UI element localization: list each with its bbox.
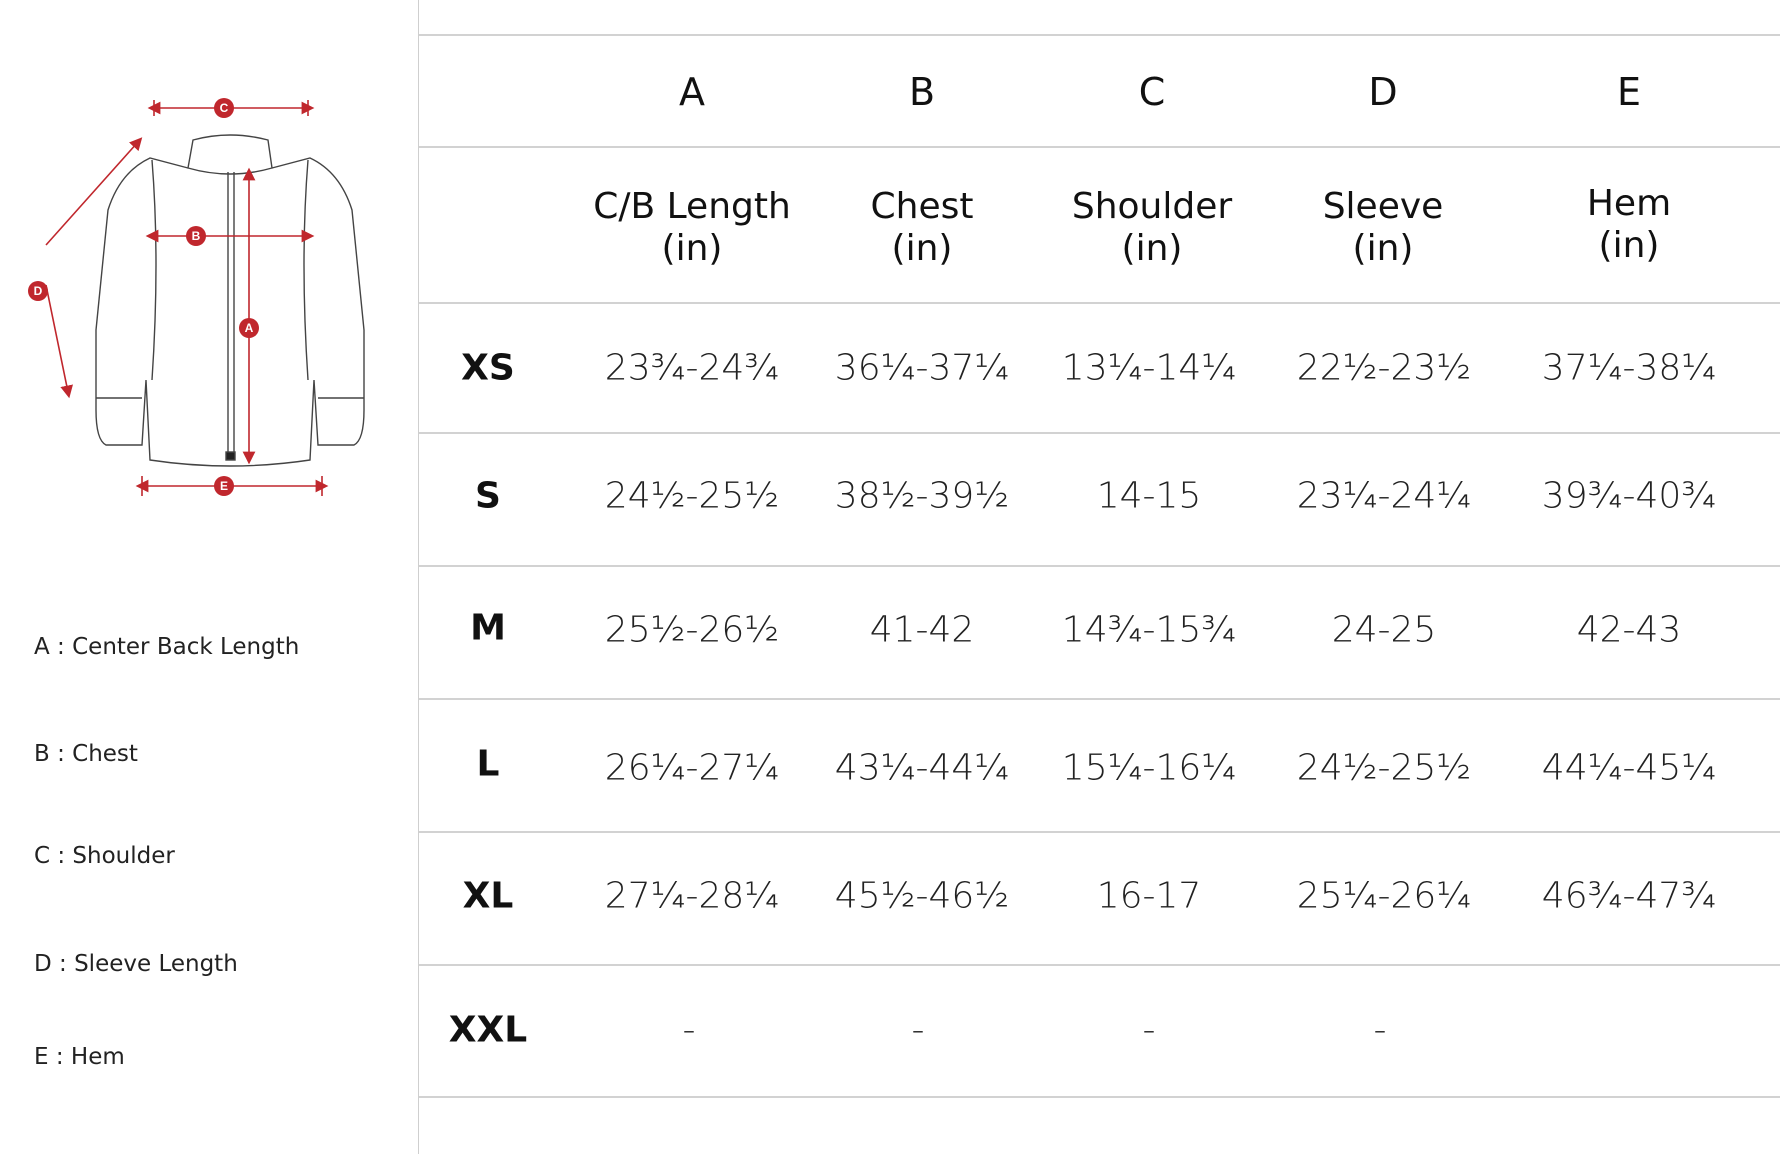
column-header-unit: (in): [1121, 228, 1183, 269]
size-chart-table: [419, 0, 1780, 1154]
size-label-m: M: [470, 607, 506, 649]
column-header-shoulder: [1072, 186, 1232, 270]
jacket-outline: [96, 135, 364, 466]
svg-text:D: D: [33, 284, 43, 298]
column-letter-a: A: [679, 70, 705, 114]
table-rule: [419, 34, 1780, 36]
table-cell: 43¼-44¼: [834, 747, 1010, 789]
table-cell: -: [1373, 1009, 1387, 1051]
column-header-sleeve: [1323, 186, 1444, 270]
table-cell: 27¼-28¼: [604, 875, 780, 917]
svg-text:A: A: [244, 321, 254, 335]
table-cell: 16-17: [1096, 875, 1202, 917]
column-header-name: Shoulder: [1071, 186, 1233, 227]
column-header-hem: [1587, 183, 1671, 267]
table-rule: [419, 831, 1780, 833]
table-cell: -: [1142, 1009, 1156, 1051]
table-cell: 41-42: [869, 609, 975, 651]
table-rule: [419, 432, 1780, 434]
table-cell: 22½-23½: [1296, 347, 1472, 389]
table-cell: 13¼-14¼: [1061, 347, 1237, 389]
table-cell: 36¼-37¼: [834, 347, 1010, 389]
marker-a: [239, 318, 259, 338]
table-cell: 38½-39½: [834, 475, 1010, 517]
marker-d: [28, 281, 48, 301]
legend-item-a: A : Center Back Length: [34, 634, 300, 660]
table-cell: 25½-26½: [604, 609, 780, 651]
size-label-xs: XS: [461, 347, 515, 389]
marker-c: [214, 98, 234, 118]
table-cell: 42-43: [1576, 609, 1682, 651]
table-cell: 44¼-45¼: [1541, 747, 1717, 789]
table-cell: 39¾-40¾: [1541, 475, 1717, 517]
size-label-xxl: XXL: [448, 1009, 528, 1051]
table-rule: [419, 302, 1780, 304]
column-header-name: C/B Length: [593, 186, 791, 227]
table-cell: 25¼-26¼: [1296, 875, 1472, 917]
table-cell: 45½-46½: [834, 875, 1010, 917]
marker-b: [186, 226, 206, 246]
marker-e: [214, 476, 234, 496]
table-cell: 46¾-47¾: [1541, 875, 1717, 917]
table-cell: 24½-25½: [604, 475, 780, 517]
legend-item-b: B : Chest: [34, 741, 138, 767]
column-header-name: Hem: [1586, 183, 1672, 224]
size-label-s: S: [475, 475, 501, 517]
table-cell: 24½-25½: [1296, 747, 1472, 789]
column-header-unit: (in): [891, 228, 953, 269]
table-cell: -: [682, 1009, 696, 1051]
table-cell: 24-25: [1331, 609, 1437, 651]
legend-item-c: C : Shoulder: [34, 843, 175, 869]
column-header-unit: (in): [1352, 228, 1414, 269]
table-cell: 26¼-27¼: [604, 747, 780, 789]
column-letter-b: B: [908, 70, 936, 114]
size-label-xl: XL: [462, 875, 514, 917]
legend-item-e: E : Hem: [34, 1044, 125, 1070]
column-header-chest: [871, 186, 974, 270]
table-rule: [419, 964, 1780, 966]
table-rule: [419, 698, 1780, 700]
column-header-name: Chest: [870, 186, 974, 227]
table-rule: [419, 565, 1780, 567]
column-header-cb-length: [593, 186, 791, 270]
table-cell: 14¾-15¾: [1061, 609, 1237, 651]
svg-text:E: E: [219, 479, 229, 493]
svg-text:B: B: [191, 229, 201, 243]
column-letter-d: D: [1368, 70, 1398, 114]
measurement-guide-panel: [0, 0, 418, 1154]
table-cell: 23¾-24¾: [604, 347, 780, 389]
table-rule: [419, 146, 1780, 148]
jacket-diagram: [0, 80, 418, 520]
column-letter-e: E: [1616, 70, 1642, 114]
column-letter-c: C: [1138, 70, 1166, 114]
table-cell: 37¼-38¼: [1541, 347, 1717, 389]
column-header-unit: (in): [661, 228, 723, 269]
table-rule: [419, 1096, 1780, 1098]
column-header-unit: (in): [1598, 225, 1660, 266]
table-cell: 15¼-16¼: [1061, 747, 1237, 789]
table-cell: 14-15: [1096, 475, 1202, 517]
size-label-l: L: [476, 743, 500, 785]
legend-item-d: D : Sleeve Length: [34, 951, 238, 977]
column-header-name: Sleeve: [1322, 186, 1444, 227]
svg-text:C: C: [219, 101, 229, 115]
table-cell: -: [911, 1009, 925, 1051]
table-cell: 23¼-24¼: [1296, 475, 1472, 517]
